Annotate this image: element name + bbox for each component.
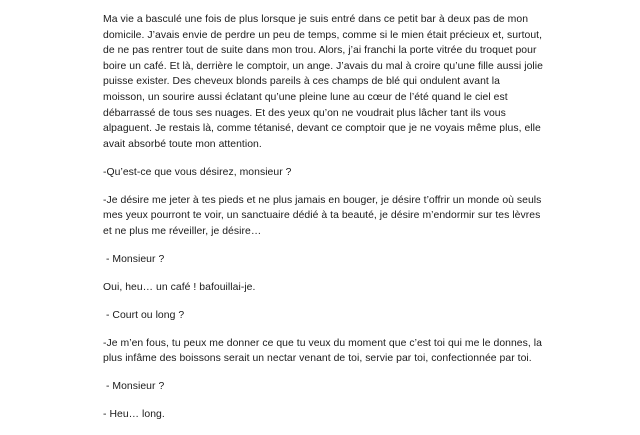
paragraph-dialogue: - Heu… long. <box>103 409 165 421</box>
paragraph-dialogue: - Monsieur ? <box>103 381 165 393</box>
paragraph-dialogue: -Qu’est-ce que vous désirez, monsieur ? <box>103 166 292 178</box>
document-body <box>103 12 546 435</box>
paragraph-dialogue: - Monsieur ? <box>103 253 165 265</box>
paragraph-dialogue: -Je désire me jeter à tes pieds et ne plus jamais en bouger, je désire t’offrir un monde où seuls mes yeux pourront te voir, un sanctuaire dédié à ta beauté, je désire m’endormir sur tes lèvres et ne plus me réveiller, je désire… <box>103 194 545 237</box>
paragraph-narration: Ma vie a basculé une fois de plus lorsque je suis entré dans ce petit bar à deux pas de mon domicile. J’avais envie de perdre un peu de temps, comme si le mien était précieux et, surtout, de ne pas rentrer tout de suite dans mon trou. Alors, j’ai franchi la porte vitrée du troquet pour boire un café. Et là, derrière le comptoir, un ange. J’avais du mal à croire qu’une fille aussi jolie puisse exister. Des cheveux blonds pareils à ces champs de blé qui ondulent avant la moisson, un sourire aussi éclatant qu’une pleine lune au cœur de l’été quand le ciel est débarrassé de tous ses nuages. Et des yeux qu’on ne voudrait plus lâcher tant ils vous alpaguent. Je restais là, comme tétanisé, devant ce comptoir que je ne voyais même plus, elle avait absorbé toute mon attention. <box>103 14 546 150</box>
paragraph-dialogue: -Je m’en fous, tu peux me donner ce que tu veux du moment que c’est toi qui me le donnes, la plus infâme des boissons serait un nectar venant de toi, servie par toi, confectionnée par toi. <box>103 337 545 365</box>
paragraph-dialogue: - Court ou long ? <box>103 309 185 321</box>
paragraph-dialogue: Oui, heu… un café ! bafouillai-je. <box>103 281 256 293</box>
